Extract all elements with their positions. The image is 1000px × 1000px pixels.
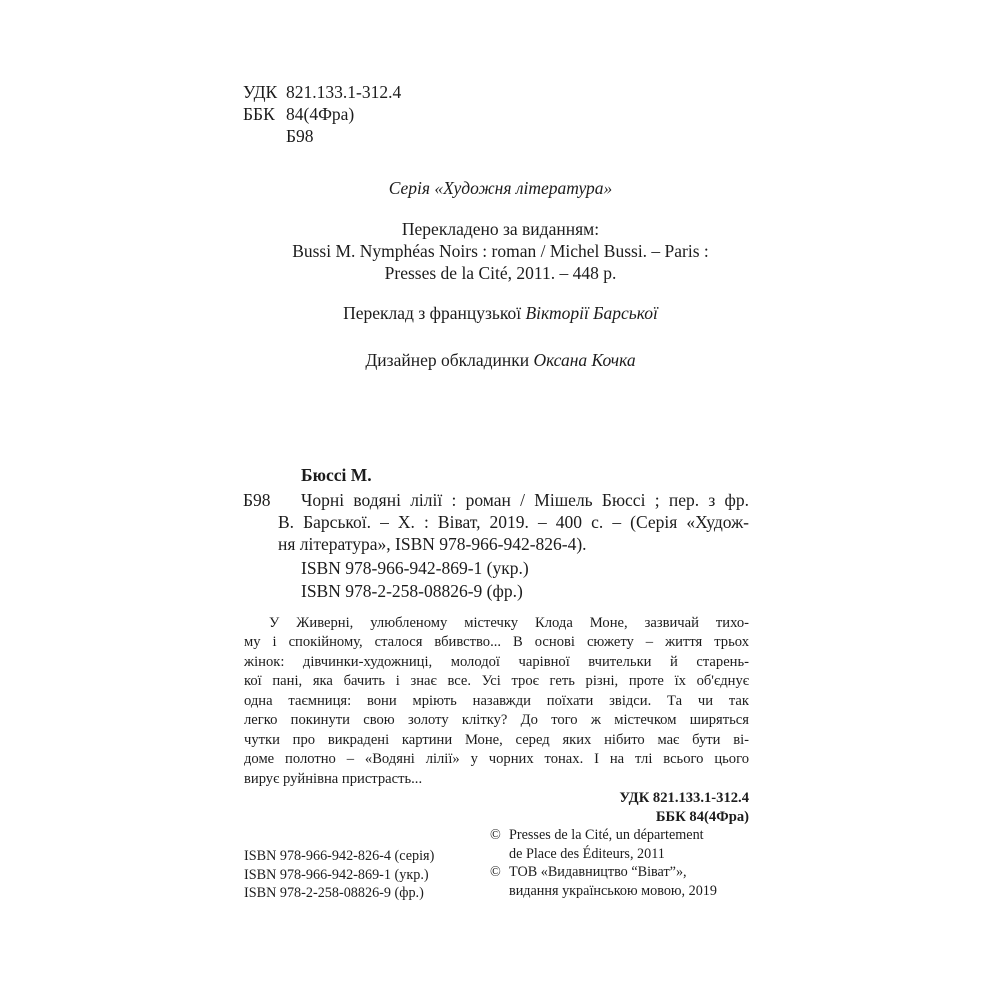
annotation-line-2: му і спокійному, сталося вбивство... В основі сюжету – життя трьох <box>244 634 749 650</box>
series-prefix: Серія « <box>388 178 444 198</box>
cover-designer-line <box>243 349 758 371</box>
udk-value: 821.133.1-312.4 <box>286 82 402 102</box>
copyright-symbol: © <box>490 827 501 843</box>
annotation-line-4: кої пані, яка бачить і знає все. Усі троє геть різні, проте їх об'єднує <box>244 673 749 689</box>
imprint-isbn-3: ISBN 978-2-258-08826-9 (фр.) <box>244 885 424 901</box>
udk-row <box>243 81 401 103</box>
annotation-line-7: чутки про викрадені картини Моне, серед яких нібито має бути ві- <box>244 732 749 748</box>
series-name: Художня література <box>443 178 604 198</box>
catalog-author-mark: Б98 <box>243 490 271 510</box>
bbk-label: ББК <box>243 104 275 124</box>
classification-block <box>243 81 401 147</box>
annotation-line-8: доме полотно – «Водяні лілії» у чорних тонах. І на тлі всього цього <box>244 751 749 767</box>
translator-prefix: Переклад з французької <box>343 303 526 323</box>
author-mark-row <box>243 125 401 147</box>
imprint-isbn-list <box>244 847 434 903</box>
catalog-line-2: В. Барської. – Х. : Віват, 2019. – 400 с. – (Серія «Худож- <box>278 512 749 532</box>
copyright-1-line-2 <box>490 845 704 864</box>
annotation-line-1: У Живерні, улюбленому містечку Клода Моне, зазвичай тихо- <box>269 615 749 631</box>
original-edition-heading: Перекладено за виданням: <box>401 219 600 239</box>
catalog-line-3: ня література», ISBN 978-966-942-826-4). <box>278 534 587 554</box>
copyright-1-text-2: de Place des Éditeurs, 2011 <box>509 845 665 862</box>
bbk-value: 84(4Фра) <box>286 104 355 124</box>
imprint-isbn-1: ISBN 978-966-942-826-4 (серія) <box>244 848 435 864</box>
annotation-line-9: вирує руйнівна пристрасть... <box>244 771 423 787</box>
copyright-2-text-2: видання українською мовою, 2019 <box>509 882 717 899</box>
original-edition-line-1: Bussi M. Nymphéas Noirs : roman / Michel Bussi. – Paris : <box>292 241 709 261</box>
catalog-line-1: Чорні водяні лілії : роман / Мішель Бюссі ; пер. з фр. <box>301 490 749 510</box>
catalog-isbn-1: ISBN 978-966-942-869-1 (укр.) <box>301 558 529 578</box>
catalog-author-heading: Бюссі М. <box>301 465 372 485</box>
annotation-udk: УДК 821.133.1-312.4 <box>619 790 749 806</box>
annotation-line-6: легко покинути свою золоту клітку? До того ж містечком ширяться <box>244 712 749 728</box>
copyright-notice-1 <box>490 826 704 863</box>
copyright-1-line-1 <box>490 826 704 845</box>
original-edition-line-2: Presses de la Cité, 2011. – 448 p. <box>384 263 617 283</box>
annotation-line-3: жінок: дівчинки-художниці, молодої чарівної вчительки й старень- <box>244 654 749 670</box>
author-mark: Б98 <box>286 126 314 146</box>
catalog-isbn-2: ISBN 978-2-258-08826-9 (фр.) <box>301 581 523 601</box>
imprint-isbn-2: ISBN 978-966-942-869-1 (укр.) <box>244 866 429 883</box>
translator-name: Вікторії Барської <box>525 303 658 323</box>
cover-designer-prefix: Дизайнер обкладинки <box>365 350 534 370</box>
annotation-bbk: ББК 84(4Фра) <box>655 809 749 825</box>
original-edition <box>243 218 758 284</box>
copyright-2-line-2 <box>490 882 717 901</box>
copyright-notice-2 <box>490 863 717 900</box>
bbk-row <box>243 103 401 125</box>
copyright-2-text-1: ТОВ «Видавництво “Віват”», <box>509 864 687 880</box>
translator-line <box>243 302 758 324</box>
annotation-line-5: одна таємниця: вони мріють назавжди поїхати звідси. Та чи так <box>244 693 749 709</box>
copyright-1-text-1: Presses de la Cité, un département <box>509 827 704 843</box>
cover-designer-name: Оксана Кочка <box>533 350 636 370</box>
copyright-2-line-1 <box>490 863 717 882</box>
series-line <box>243 177 758 199</box>
copyright-symbol: © <box>490 864 501 880</box>
series-suffix: » <box>603 178 613 198</box>
udk-label: УДК <box>243 82 278 102</box>
